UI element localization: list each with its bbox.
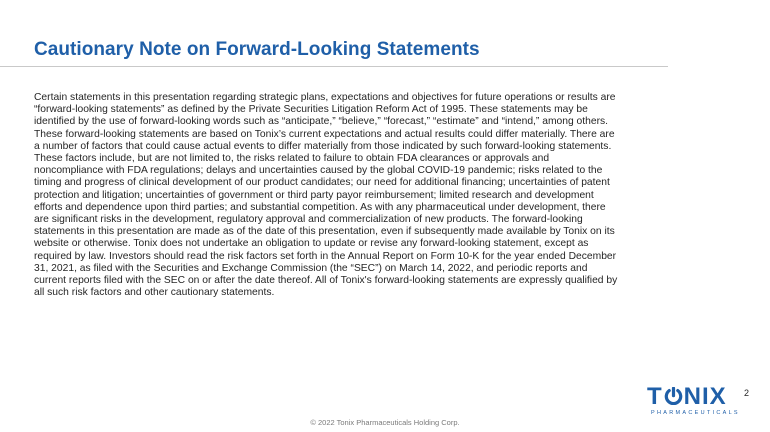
logo-letters-nix: NIX — [683, 383, 727, 410]
logo-subtitle: PHARMACEUTICALS — [651, 410, 740, 416]
power-o-icon — [664, 386, 683, 404]
logo-letter-t: T — [647, 383, 663, 410]
tonix-logo — [647, 383, 740, 421]
logo-wordmark — [647, 385, 727, 409]
copyright-footer: © 2022 Tonix Pharmaceuticals Holding Corp. — [310, 418, 460, 427]
disclaimer-text: Certain statements in this presentation regarding strategic plans, expectations and objectives for future operations or results are “forward-looking statements” as defined by the Private Securities Litigation Reform Act of 1995. These statements may be identified by the use of forward-looking words such as “anticipate,” “believe,” “forecast,” “estimate” and “intend,” among others. These forward-looking statements are based on Tonix’s current expectations and actual results could differ materially. There are a number of factors that could cause actual events to differ materially from those indicated by such forward-looking statements. These factors include, but are not limited to, the risks related to failure to obtain FDA clearances or approvals and noncompliance with FDA regulations; delays and uncertainties caused by the global COVID-19 pandemic; risks related to the timing and progress of clinical development of our product candidates; our need for additional financing; uncertainties of patent protection and litigation; uncertainties of government or third party payor reimbursement; limited research and development efforts and dependence upon third parties; and substantial competition. As with any pharmaceutical under development, there are significant risks in the development, regulatory approval and commercialization of new products. The forward-looking statements in this presentation are made as of the date of this presentation, even if subsequently made available by Tonix on its website or otherwise. Tonix does not undertake an obligation to update or revise any forward-looking statement, except as required by law. Investors should read the risk factors set forth in the Annual Report on Form 10-K for the year ended December 31, 2021, as filed with the Securities and Exchange Commission (the “SEC”) on March 14, 2022, and periodic reports and current reports filed with the SEC on or after the date thereof. All of Tonix's forward-looking statements are expressly qualified by all such risk factors and other cautionary statements. — [34, 92, 618, 299]
page-number: 2 — [744, 388, 750, 398]
slide-title: Cautionary Note on Forward-Looking Statements — [34, 39, 480, 60]
title-divider — [0, 66, 668, 67]
